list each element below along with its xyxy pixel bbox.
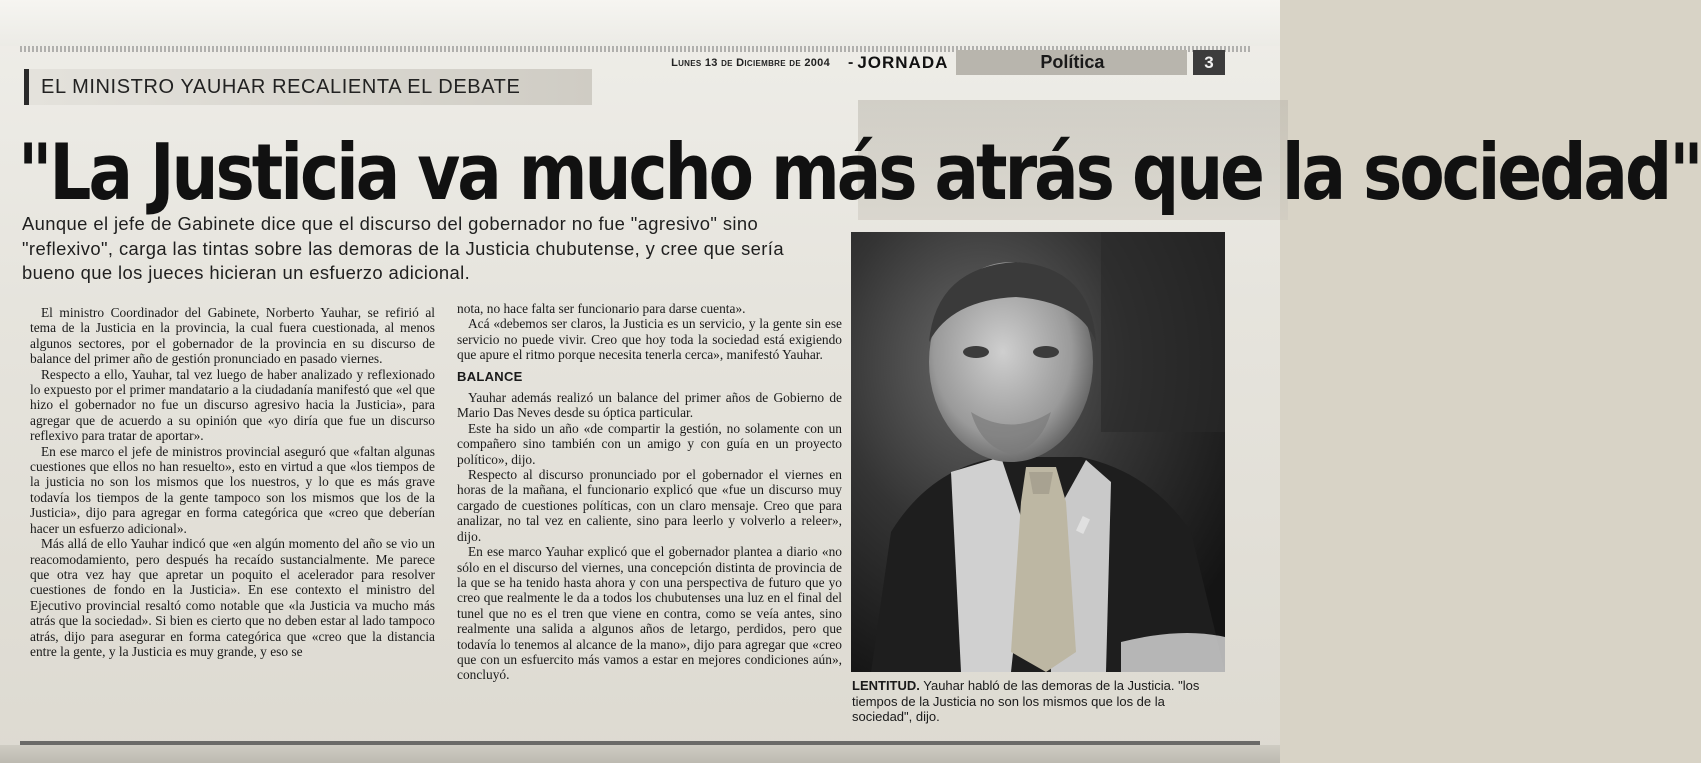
page-number: 3: [1193, 50, 1225, 75]
standfirst: Aunque el jefe de Gabinete dice que el discurso del gobernador no fue "agresivo" sino "reflexivo", carga las tintas sobre las demoras de la Justicia chubutense, y cree que sería bueno que los jueces hicieran un esfuerzo adicional.: [22, 213, 784, 283]
issue-date: Lunes 13 de Diciembre de 2004: [671, 56, 830, 69]
paragraph: El ministro Coordinador del Gabinete, Norberto Yauhar, se refirió al tema de la Justicia en la provincia, la cual fuera cuestionada, al menos algunos sectores, por el gobernador de la provincia en su discurso de balance del primer año de gestión pronunciado en pasado viernes.: [30, 305, 435, 367]
masthead: [640, 49, 1225, 76]
masthead-separator: -: [848, 53, 854, 71]
paragraph: Respecto a ello, Yauhar, tal vez luego de haber analizado y reflexionado lo expuesto por el primer mandatario a la ciudadanía manifestó que «el que hizo el gobernador no fue un discurso agresivo hacia la Justicia», para agregar que de acuerdo a su opinión que «yo diría que fue un discurso reflexivo para tratar de aportar».: [30, 366, 435, 444]
portrait-illustration: [851, 232, 1225, 672]
article-column-2: [457, 301, 842, 763]
caption-lead: LENTITUD.: [852, 678, 920, 693]
paragraph: Acá «debemos ser claros, la Justicia es un servicio, y la gente sin ese servicio no puede vivir. Creo que hoy toda la sociedad está exigiendo que apure el ritmo porque necesita tenerla cerca», manifestó Yauhar.: [457, 316, 842, 363]
paragraph: Respecto al discurso pronunciado por el gobernador el viernes en horas de la mañana, el funcionario explicó que «fue un discurso muy cargado de cuestiones políticas, con un claro mensaje. Creo que para analizar, no tal vez en caliente, sino para leerlo y volverlo a releer», dijo.: [457, 467, 842, 544]
paragraph: Este ha sido un año «de compartir la gestión, no solamente con un compañero sino también con un amigo y con guía en un proyecto político», dijo.: [457, 420, 842, 467]
newspaper-name: JORNADA: [857, 52, 949, 72]
photo-caption: [852, 678, 1224, 725]
caption-text: Yauhar habló de las demoras de la Justicia. "los tiempos de la Justicia no son los mismos que los de la sociedad", dijo.: [852, 678, 1200, 724]
paragraph: En ese marco Yauhar explicó que el gobernador plantea a diario «no sólo en el discurso del viernes, una concepción distinta de provincia de la que se ha tenido hasta ahora y con una perspectiva de futuro que yo creo que realmente le da a todos los chubutenses una luz en el final del tunel que no es el tren que viene en contra, como se veía antes, sino realmente una salida a algunos años de letargo, perdidos, pero que todavía lo tenemos al alcance de la mano», dijo para agregar que «creo que con un esfuercito más vamos a estar en mejores condiciones aún», concluyó.: [457, 544, 842, 683]
paragraph: Más allá de ello Yauhar indicó que «en algún momento del año se vio un reacomodamiento, pero después ha recaído sustancialmente. Me parece que otra vez hay que apretar un poquito el acelerador para resolver cuestiones de fondo en la Justicia». En ese contexto el ministro del Ejecutivo provincial resaltó como notable que «la Justicia va mucho más atrás que la sociedad». Si bien es cierto que no deben estar al lado tampoco atrás, dijo para asegurar en forma categórica que «creo que la distancia entre la gente, y la Justicia es muy grande, y eso se: [30, 536, 435, 659]
section-label: Política: [956, 50, 1187, 75]
page-bottom-edge: [0, 745, 1280, 763]
headline: "La Justicia va mucho más atrás que la sociedad": [18, 126, 1701, 218]
article-column-1: [30, 305, 435, 763]
page-top-edge: [0, 0, 1280, 46]
paragraph: nota, no hace falta ser funcionario para darse cuenta».: [457, 301, 746, 316]
paragraph: Yauhar además realizó un balance del primer años de Gobierno de Mario Das Neves desde su óptica particular.: [457, 390, 842, 421]
portrait-photo: [851, 232, 1225, 672]
paragraph: En ese marco el jefe de ministros provincial aseguró que «faltan algunas cuestiones que ellos no han resuelto», esto en virtud a que «los tiempos de la justicia no son los mismos que los nuestros, y lo que es más grave todavía los tiempos de la gente tampoco son los mismos que los de la Justicia», dijo para agregar en forma categórica que «creo que deberían hacer un esfuerzo adicional».: [30, 443, 435, 536]
subheading: BALANCE: [457, 368, 523, 384]
kicker: EL MINISTRO YAUHAR RECALIENTA EL DEBATE: [24, 69, 592, 105]
